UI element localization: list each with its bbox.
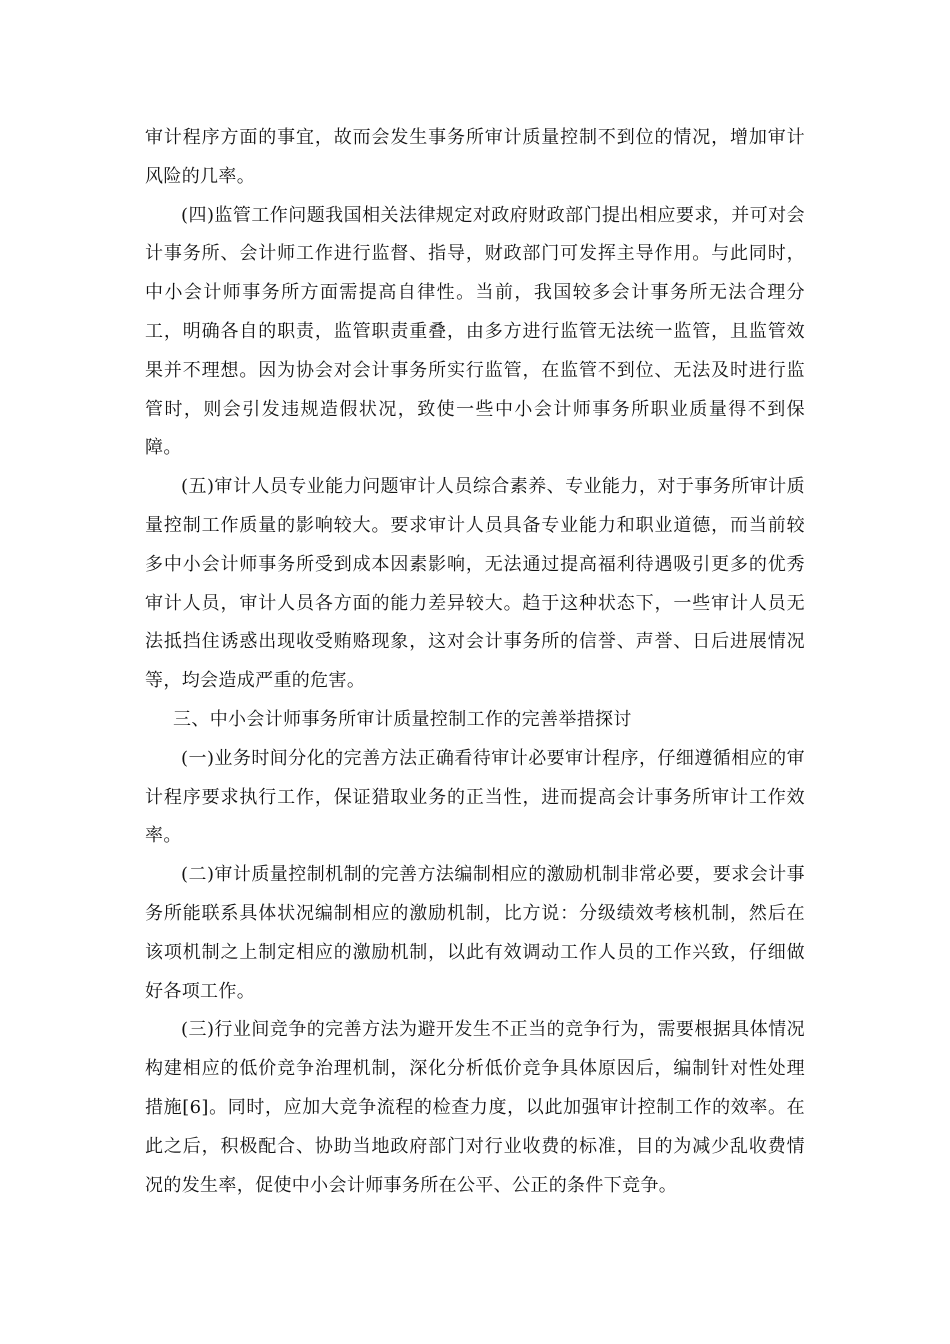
document-page <box>145 119 805 1205</box>
paragraph-supervision: (四)监管工作问题我国相关法律规定对政府财政部门提出相应要求，并可对会计事务所、会计师工作进行监督、指导，财政部门可发挥主导作用。与此同时，中小会计师事务所方面需提高自律性。当前，我国较多会计事务所无法合理分工，明确各自的职责，监管职责重叠，由多方进行监管无法统一监管，且监管效果并不理想。因为协会对会计事务所实行监管，在监管不到位、无法及时进行监管时，则会引发违规造假状况，致使一些中小会计师事务所职业质量得不到保障。 <box>145 204 805 459</box>
paragraph-competition: (三)行业间竞争的完善方法为避开发生不正当的竞争行为，需要根据具体情况构建相应的低价竞争治理机制，深化分析低价竞争具体原因后，编制针对性处理措施[6]。同时，应加大竞争流程的检查力度，以此加强审计控制工作的效率。在此之后，积极配合、协助当地政府部门对行业收费的标准，目的为减少乱收费情况的发生率，促使中小会计师事务所在公平、公正的条件下竞争。 <box>145 1019 805 1196</box>
paragraph-quality-control: (二)审计质量控制机制的完善方法编制相应的激励机制非常必要，要求会计事务所能联系具体状况编制相应的激励机制，比方说：分级绩效考核机制，然后在该项机制之上制定相应的激励机制，以此有效调动工作人员的工作兴致，仔细做好各项工作。 <box>145 864 805 1002</box>
section-heading: 三、中小会计师事务所审计质量控制工作的完善举措探讨 <box>173 708 632 730</box>
paragraph-business-time: (一)业务时间分化的完善方法正确看待审计必要审计程序，仔细遵循相应的审计程序要求执行工作，保证猎取业务的正当性，进而提高会计事务所审计工作效率。 <box>145 747 805 847</box>
paragraph-continuation: 审计程序方面的事宜，故而会发生事务所审计质量控制不到位的情况，增加审计风险的几率。 <box>145 127 805 187</box>
paragraph-auditor-ability: (五)审计人员专业能力问题审计人员综合素养、专业能力，对于事务所审计质量控制工作质量的影响较大。要求审计人员具备专业能力和职业道德，而当前较多中小会计师事务所受到成本因素影响，无法通过提高福利待遇吸引更多的优秀审计人员，审计人员各方面的能力差异较大。趋于这种状态下，一些审计人员无法抵挡住诱惑出现收受贿赂现象，这对会计事务所的信誉、声誉、日后进展情况等，均会造成严重的危害。 <box>145 476 805 692</box>
